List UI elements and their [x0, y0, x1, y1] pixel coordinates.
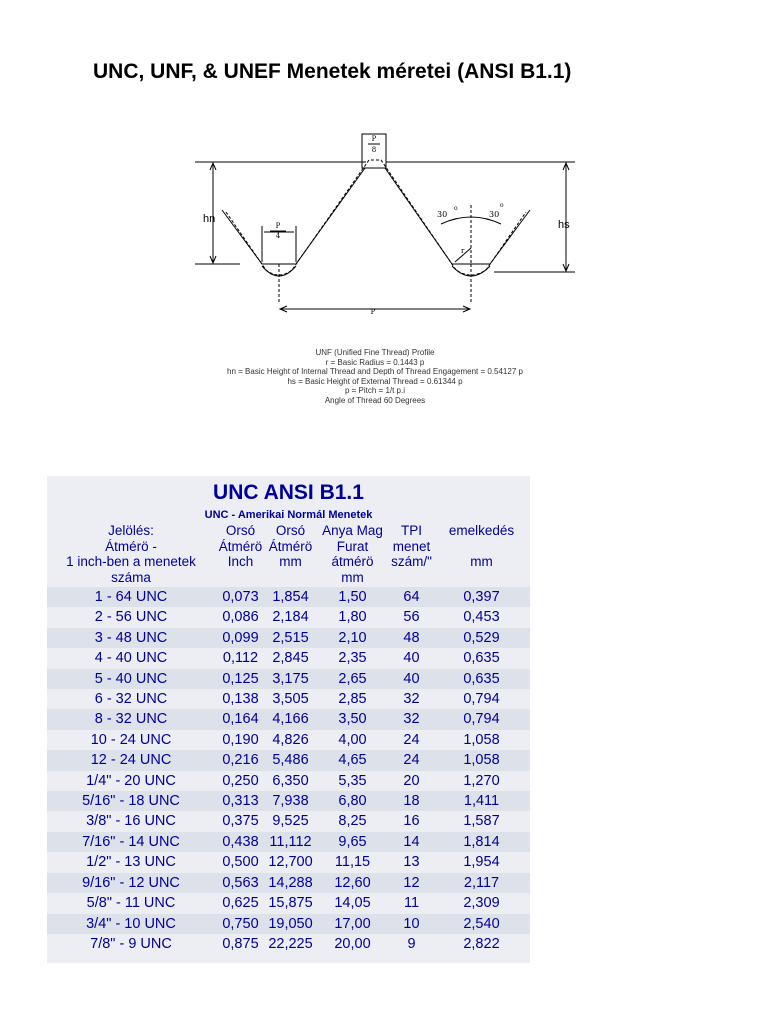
cell-designation: 10 - 24 UNC — [47, 730, 215, 750]
cell-major-dia-inch: 0,313 — [215, 791, 266, 811]
table-row — [47, 811, 530, 831]
hn-label: hn — [203, 213, 216, 225]
cell-nut-minor-dia: 3,50 — [315, 709, 390, 729]
cell-tpi: 40 — [390, 648, 433, 668]
cell-nut-minor-dia: 2,35 — [315, 648, 390, 668]
cell-major-dia-mm: 5,486 — [266, 750, 315, 770]
p8-denominator: 8 — [371, 146, 377, 154]
cell-major-dia-inch: 0,086 — [215, 607, 266, 627]
cell-pitch: 0,529 — [433, 628, 530, 648]
cell-nut-minor-dia: 6,80 — [315, 791, 390, 811]
cell-pitch: 2,822 — [433, 934, 530, 954]
table-row — [47, 771, 530, 791]
caption-line: hs = Basic Height of External Thread = 0.61344 p — [287, 376, 463, 386]
cell-nut-minor-dia: 1,80 — [315, 607, 390, 627]
cell-nut-minor-dia: 9,65 — [315, 832, 390, 852]
cell-major-dia-inch: 0,250 — [215, 771, 266, 791]
table-row — [47, 628, 530, 648]
cell-tpi: 12 — [390, 873, 433, 893]
cell-major-dia-mm: 12,700 — [266, 852, 315, 872]
cell-designation: 3/8" - 16 UNC — [47, 811, 215, 831]
table-row — [47, 607, 530, 627]
table-row — [47, 832, 530, 852]
cell-nut-minor-dia: 2,65 — [315, 669, 390, 689]
cell-designation: 1 - 64 UNC — [47, 587, 215, 607]
cell-designation: 3/4" - 10 UNC — [47, 914, 215, 934]
cell-pitch: 0,635 — [433, 669, 530, 689]
cell-major-dia-mm: 2,845 — [266, 648, 315, 668]
angle-label-left: 30 — [437, 210, 448, 219]
caption-line: r = Basic Radius = 0.1443 p — [325, 357, 425, 367]
table-row — [47, 587, 530, 607]
cell-major-dia-mm: 1,854 — [266, 587, 315, 607]
radius-label: r — [461, 247, 465, 255]
cell-nut-minor-dia: 14,05 — [315, 893, 390, 913]
cell-major-dia-mm: 6,350 — [266, 771, 315, 791]
thread-profile-drawing — [195, 125, 575, 320]
thread-outer-profile — [222, 168, 530, 264]
cell-tpi: 13 — [390, 852, 433, 872]
header-major-dia-inch: Orsó Átmérö Inch — [218, 523, 263, 569]
table-row — [47, 689, 530, 709]
cell-pitch: 1,587 — [433, 811, 530, 831]
table-row — [47, 893, 530, 913]
degree-symbol-left: o — [454, 205, 458, 212]
cell-major-dia-mm: 19,050 — [266, 914, 315, 934]
cell-designation: 4 - 40 UNC — [47, 648, 215, 668]
cell-tpi: 32 — [390, 709, 433, 729]
header-tpi: TPI menet szám/" — [391, 523, 432, 569]
cell-pitch: 1,954 — [433, 852, 530, 872]
cell-major-dia-inch: 0,563 — [215, 873, 266, 893]
cell-tpi: 24 — [390, 750, 433, 770]
cell-major-dia-inch: 0,190 — [215, 730, 266, 750]
header-designation: Jelölés: Átmérö - 1 inch-ben a menetek száma — [66, 523, 196, 585]
caption-line: p = Pitch = 1/t p.i — [344, 386, 406, 396]
cell-pitch: 2,540 — [433, 914, 530, 934]
cell-major-dia-mm: 14,288 — [266, 873, 315, 893]
caption-line: Angle of Thread 60 Degrees — [324, 395, 426, 405]
cell-major-dia-mm: 2,184 — [266, 607, 315, 627]
caption-line: hn = Basic Height of Internal Thread and Depth of Thread Engagement = 0.54127 p — [227, 367, 523, 377]
cell-tpi: 16 — [390, 811, 433, 831]
cell-major-dia-mm: 9,525 — [266, 811, 315, 831]
table-row — [47, 791, 530, 811]
table-row — [47, 669, 530, 689]
cell-major-dia-inch: 0,875 — [215, 934, 266, 954]
cell-tpi: 56 — [390, 607, 433, 627]
cell-designation: 5 - 40 UNC — [47, 669, 215, 689]
cell-major-dia-mm: 11,112 — [266, 832, 315, 852]
header-major-dia-mm: Orsó Átmérö mm — [268, 523, 313, 569]
cell-major-dia-inch: 0,500 — [215, 852, 266, 872]
cell-tpi: 11 — [390, 893, 433, 913]
cell-major-dia-inch: 0,750 — [215, 914, 266, 934]
cell-major-dia-mm: 7,938 — [266, 791, 315, 811]
table-header-row — [47, 523, 530, 587]
table-row — [47, 709, 530, 729]
table-row — [47, 914, 530, 934]
cell-tpi: 14 — [390, 832, 433, 852]
cell-nut-minor-dia: 12,60 — [315, 873, 390, 893]
cell-major-dia-inch: 0,164 — [215, 709, 266, 729]
cell-pitch: 0,453 — [433, 607, 530, 627]
cell-major-dia-mm: 4,166 — [266, 709, 315, 729]
cell-pitch: 0,397 — [433, 587, 530, 607]
page-title: UNC, UNF, & UNEF Menetek méretei (ANSI B1.1) — [93, 60, 572, 83]
cell-tpi: 24 — [390, 730, 433, 750]
cell-pitch: 1,270 — [433, 771, 530, 791]
cell-designation: 5/16" - 18 UNC — [47, 791, 215, 811]
table-body — [47, 587, 530, 954]
cell-pitch: 0,794 — [433, 709, 530, 729]
cell-major-dia-inch: 0,375 — [215, 811, 266, 831]
cell-pitch: 0,635 — [433, 648, 530, 668]
cell-pitch: 2,117 — [433, 873, 530, 893]
cell-nut-minor-dia: 5,35 — [315, 771, 390, 791]
cell-major-dia-inch: 0,099 — [215, 628, 266, 648]
cell-designation: 5/8" - 11 UNC — [47, 893, 215, 913]
hs-label: hs — [558, 219, 570, 231]
cell-designation: 7/8" - 9 UNC — [47, 934, 215, 954]
table-row — [47, 873, 530, 893]
cell-major-dia-inch: 0,216 — [215, 750, 266, 770]
header-nut-minor-dia: Anya Mag Furat átmérö mm — [322, 523, 383, 585]
cell-major-dia-inch: 0,125 — [215, 669, 266, 689]
unc-thread-table — [47, 523, 530, 954]
cell-nut-minor-dia: 17,00 — [315, 914, 390, 934]
table-row — [47, 750, 530, 770]
p4-numerator: P — [275, 222, 281, 230]
cell-designation: 3 - 48 UNC — [47, 628, 215, 648]
p8-numerator: P — [371, 135, 377, 143]
cell-designation: 7/16" - 14 UNC — [47, 832, 215, 852]
cell-tpi: 32 — [390, 689, 433, 709]
table-row — [47, 648, 530, 668]
cell-designation: 9/16" - 12 UNC — [47, 873, 215, 893]
cell-designation: 1/2" - 13 UNC — [47, 852, 215, 872]
degree-symbol-right: o — [500, 202, 504, 209]
cell-major-dia-mm: 4,826 — [266, 730, 315, 750]
cell-designation: 6 - 32 UNC — [47, 689, 215, 709]
cell-nut-minor-dia: 2,85 — [315, 689, 390, 709]
table-subtitle: UNC - Amerikai Normál Menetek — [204, 509, 373, 521]
cell-major-dia-mm: 3,175 — [266, 669, 315, 689]
cell-tpi: 18 — [390, 791, 433, 811]
thread-profile-diagram — [195, 125, 575, 320]
cell-designation: 2 - 56 UNC — [47, 607, 215, 627]
cell-major-dia-mm: 3,505 — [266, 689, 315, 709]
cell-major-dia-inch: 0,625 — [215, 893, 266, 913]
angle-label-right: 30 — [489, 210, 500, 219]
cell-nut-minor-dia: 4,00 — [315, 730, 390, 750]
cell-major-dia-mm: 22,225 — [266, 934, 315, 954]
cell-nut-minor-dia: 20,00 — [315, 934, 390, 954]
cell-pitch: 1,058 — [433, 730, 530, 750]
cell-designation: 12 - 24 UNC — [47, 750, 215, 770]
cell-designation: 1/4" - 20 UNC — [47, 771, 215, 791]
cell-tpi: 10 — [390, 914, 433, 934]
cell-nut-minor-dia: 2,10 — [315, 628, 390, 648]
table-title: UNC ANSI B1.1 — [213, 481, 364, 504]
cell-tpi: 20 — [390, 771, 433, 791]
cell-nut-minor-dia: 8,25 — [315, 811, 390, 831]
cell-nut-minor-dia: 11,15 — [315, 852, 390, 872]
cell-tpi: 64 — [390, 587, 433, 607]
cell-pitch: 0,794 — [433, 689, 530, 709]
cell-pitch: 1,411 — [433, 791, 530, 811]
unc-table-panel — [47, 476, 530, 963]
cell-tpi: 40 — [390, 669, 433, 689]
caption-line: UNF (Unified Fine Thread) Profile — [315, 348, 435, 357]
cell-major-dia-mm: 2,515 — [266, 628, 315, 648]
cell-nut-minor-dia: 1,50 — [315, 587, 390, 607]
cell-major-dia-inch: 0,138 — [215, 689, 266, 709]
table-row — [47, 934, 530, 954]
p-label: P — [370, 308, 376, 316]
cell-pitch: 1,058 — [433, 750, 530, 770]
cell-designation: 8 - 32 UNC — [47, 709, 215, 729]
header-pitch: emelkedés mm — [448, 523, 515, 569]
cell-major-dia-inch: 0,073 — [215, 587, 266, 607]
cell-tpi: 48 — [390, 628, 433, 648]
cell-pitch: 2,309 — [433, 893, 530, 913]
diagram-caption — [190, 348, 560, 406]
cell-pitch: 1,814 — [433, 832, 530, 852]
cell-nut-minor-dia: 4,65 — [315, 750, 390, 770]
p4-denominator: 4 — [275, 232, 281, 240]
table-row — [47, 852, 530, 872]
cell-major-dia-inch: 0,438 — [215, 832, 266, 852]
table-row — [47, 730, 530, 750]
cell-tpi: 9 — [390, 934, 433, 954]
cell-major-dia-mm: 15,875 — [266, 893, 315, 913]
cell-major-dia-inch: 0,112 — [215, 648, 266, 668]
